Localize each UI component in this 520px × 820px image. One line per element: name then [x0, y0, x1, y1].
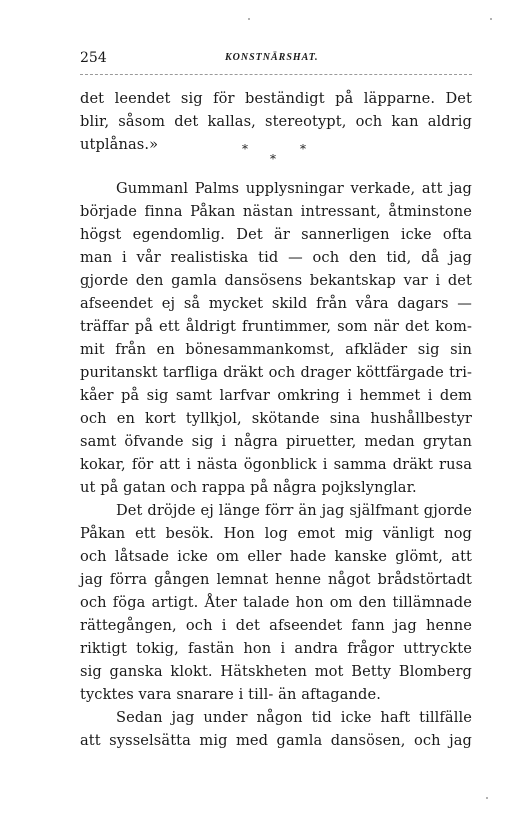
- text-line: började finna Påkan nästan intressant, åtminstone: [80, 203, 472, 220]
- text-line: att sysselsätta mig med gamla dansösen, och jag: [80, 732, 472, 749]
- text-line: träffar på ett åldrigt fruntimmer, som när det kom-: [80, 318, 472, 335]
- text-line: högst egendomlig. Det är sannerligen icke ofta: [80, 226, 472, 243]
- scan-speck: [490, 18, 492, 20]
- separator-star: *: [242, 142, 248, 156]
- page-header: [80, 50, 472, 72]
- text-line: samt öfvande sig i några piruetter, medan grytan: [80, 433, 472, 450]
- scan-speck: [486, 797, 488, 799]
- text-line: Det dröjde ej länge förr än jag själfmant gjorde: [116, 502, 472, 519]
- text-line: gjorde den gamla dansösens bekantskap var i det: [80, 272, 472, 289]
- separator-star: *: [270, 152, 276, 166]
- text-line: Påkan ett besök. Hon log emot mig vänligt nog: [80, 525, 472, 542]
- text-line: sig ganska klokt. Hätskheten mot Betty Blomberg: [80, 663, 472, 680]
- header-rule: [80, 74, 472, 75]
- text-line: tycktes vara snarare i till- än aftagande.: [80, 686, 381, 703]
- text-line: det leendet sig för beständigt på läpparne. Det: [80, 90, 472, 107]
- text-line: man i vår realistiska tid — och den tid, då jag: [80, 249, 472, 266]
- text-line: mit från en bönesammankomst, afkläder sig sin: [80, 341, 472, 358]
- text-line: utplånas.»: [80, 136, 159, 153]
- text-line: jag förra gången lemnat henne något brådstörtadt: [80, 571, 472, 588]
- text-line: kokar, för att i nästa ögonblick i samma dräkt rusa: [80, 456, 472, 473]
- text-line: blir, såsom det kallas, stereotypt, och kan aldrig: [80, 113, 472, 130]
- text-line: afseendet ej så mycket skild från våra dagars —: [80, 295, 472, 312]
- scan-speck: [248, 18, 250, 20]
- text-line: riktigt tokig, fastän hon i andra frågor uttryckte: [80, 640, 472, 657]
- text-line: puritanskt tarfliga dräkt och drager köttfärgade tri-: [80, 364, 472, 381]
- text-line: och låtsade icke om eller hade kanske glömt, att: [80, 548, 472, 565]
- running-title: KONSTNÄRSHAT.: [225, 52, 319, 63]
- text-line: Sedan jag under någon tid icke haft tillfälle: [116, 709, 472, 726]
- text-line: ut på gatan och rappa på några pojkslynglar.: [80, 479, 417, 496]
- page-number: 254: [80, 50, 107, 66]
- text-line: och föga artigt. Åter talade hon om den tillämnade: [80, 594, 472, 611]
- text-line: rättegången, och i det afseendet fann jag henne: [80, 617, 472, 634]
- text-line: Gummanl Palms upplysningar verkade, att jag: [116, 180, 472, 197]
- text-line: kåer på sig samt larfvar omkring i hemmet i dem: [80, 387, 472, 404]
- separator-star: *: [300, 142, 306, 156]
- text-line: och en kort tyllkjol, skötande sina hushållbestyr: [80, 410, 472, 427]
